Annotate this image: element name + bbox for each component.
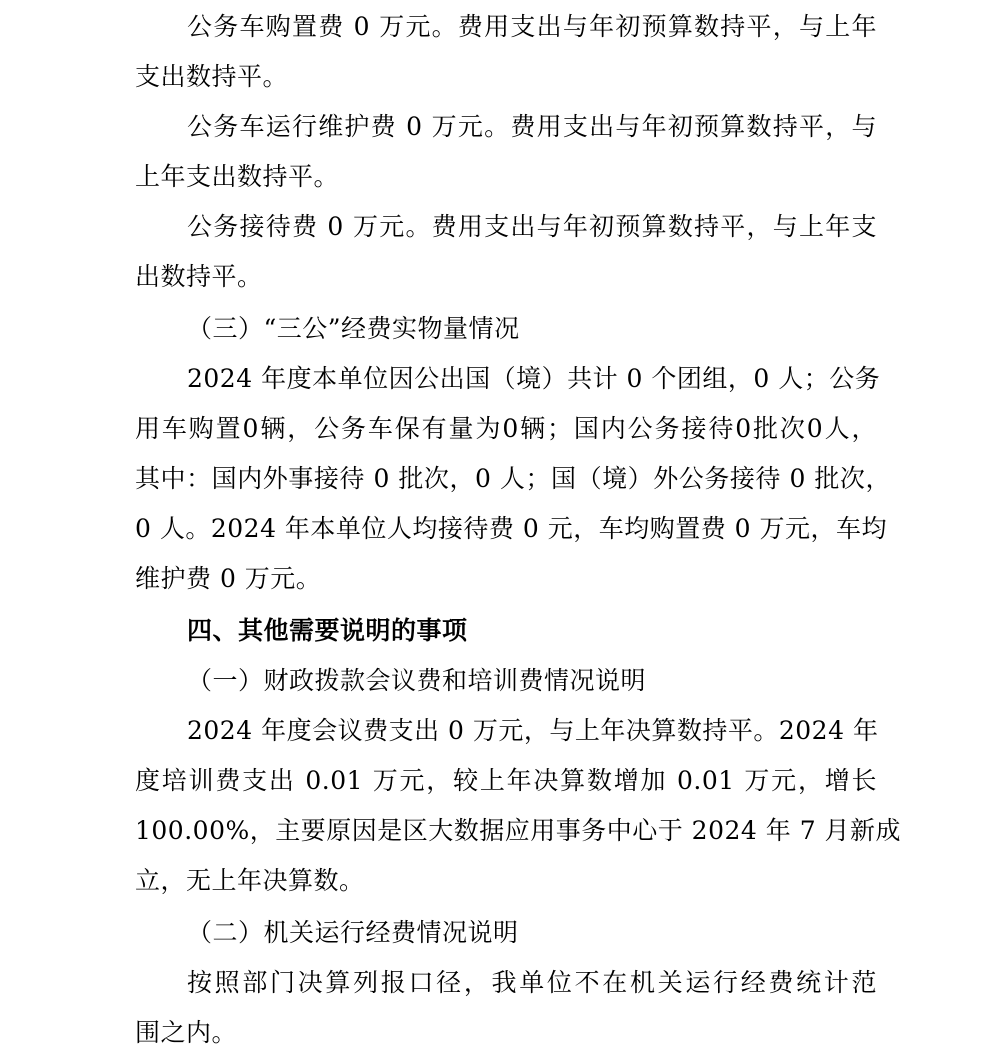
paragraph-line: 围之内。 [135, 1018, 238, 1047]
paragraph-line: 2024 年度会议费支出 0 万元，与上年决算数持平。2024 年 [187, 716, 879, 745]
paragraph-line: 2024 年度本单位因公出国（境）共计 0 个团组，0 人；公务 [187, 364, 881, 393]
paragraph-line: 支出数持平。 [135, 62, 289, 91]
paragraph-line: 用车购置0辆，公务车保有量为0辆；国内公务接待0批次0人， [135, 414, 877, 443]
section-heading: （二）机关运行经费情况说明 [187, 918, 519, 947]
paragraph-line: 度培训费支出 0.01 万元，较上年决算数增加 0.01 万元，增长 [135, 766, 877, 795]
paragraph-line: 出数持平。 [135, 262, 263, 291]
paragraph-line: 按照部门决算列报口径，我单位不在机关运行经费统计范 [187, 968, 877, 997]
paragraph-line: 100.00%，主要原因是区大数据应用事务中心于 2024 年 7 月新成 [135, 816, 902, 845]
section-heading: （一）财政拨款会议费和培训费情况说明 [187, 666, 647, 695]
paragraph-line: 公务接待费 0 万元。费用支出与年初预算数持平，与上年支 [187, 212, 877, 241]
section-heading: （三）“三公”经费实物量情况 [187, 314, 520, 343]
chapter-heading: 四、其他需要说明的事项 [187, 616, 468, 645]
paragraph-line: 公务车购置费 0 万元。费用支出与年初预算数持平，与上年 [187, 12, 877, 41]
paragraph-line: 立，无上年决算数。 [135, 866, 365, 895]
paragraph-line: 其中：国内外事接待 0 批次，0 人；国（境）外公务接待 0 批次， [135, 464, 891, 493]
paragraph-line: 上年支出数持平。 [135, 162, 340, 191]
paragraph-line: 维护费 0 万元。 [135, 564, 322, 593]
paragraph-line: 0 人。2024 年本单位人均接待费 0 元，车均购置费 0 万元，车均 [135, 514, 888, 543]
paragraph-line: 公务车运行维护费 0 万元。费用支出与年初预算数持平，与 [187, 112, 877, 141]
